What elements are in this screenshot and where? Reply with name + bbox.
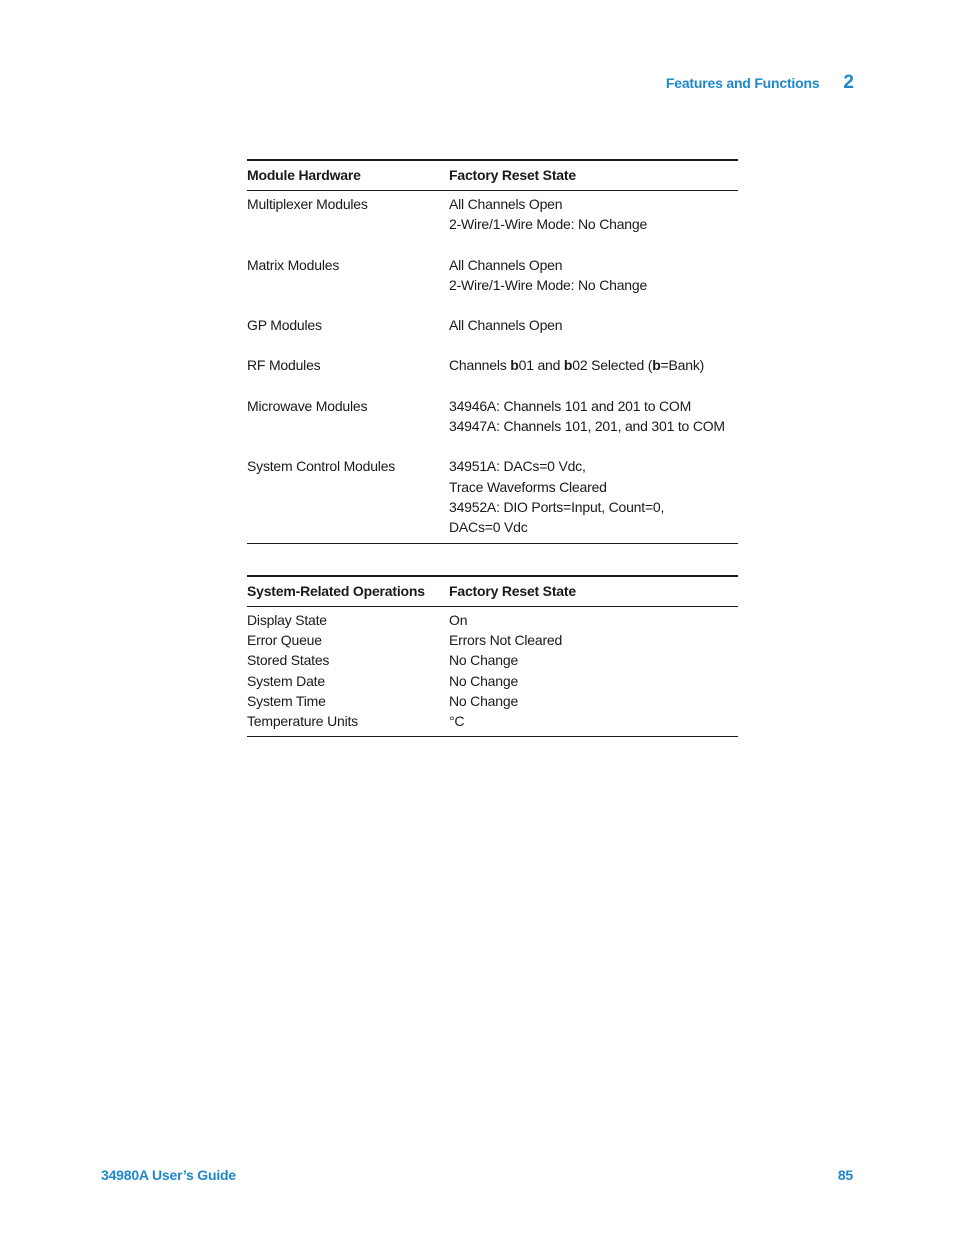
reset-state [449,255,738,316]
reset-state-line: Trace Waveforms Cleared [449,478,607,495]
reset-state-line: 34951A: DACs=0 Vdc, [449,458,586,475]
text-run: 01 and [518,357,564,374]
table-header-row [247,576,738,607]
column-header-factory-reset-state: Factory Reset State [449,160,738,191]
table-row [247,671,738,691]
table-row [247,650,738,670]
reset-state-line: 34947A: Channels 101, 201, and 301 to COM [449,418,725,435]
table-row [247,456,738,543]
text-run: Channels [449,357,511,374]
reset-state-line: 2-Wire/1-Wire Mode: No Change [449,276,648,293]
table-row [247,711,738,737]
reset-state: Errors Not Cleared [449,632,563,649]
reset-state-line: All Channels Open [449,317,563,334]
operation-name: Stored States [247,652,330,669]
module-name: Matrix Modules [247,256,340,273]
module-hardware-table [247,159,738,544]
operation-name: Display State [247,612,327,628]
reset-state [449,355,738,395]
module-name: System Control Modules [247,456,449,543]
running-header [666,72,854,94]
chapter-number: 2 [843,72,854,93]
reset-state: No Change [449,672,519,689]
reset-state-line [449,355,738,375]
section-title: Features and Functions [665,75,820,91]
table-row [247,691,738,711]
column-header-factory-reset-state: Factory Reset State [449,576,738,607]
reset-state [449,315,738,355]
module-name: Microwave Modules [247,397,368,414]
bank-variable: b [510,357,519,374]
table-row [247,630,738,650]
table-row [247,396,738,457]
table-row [247,315,738,355]
column-header-module-hardware: Module Hardware [247,160,449,191]
reset-state-line: 34946A: Channels 101 and 201 to COM [449,397,692,414]
reset-state [449,191,738,255]
reset-state [449,456,738,543]
reset-state [449,396,738,457]
text-run: 02 Selected ( [572,357,653,374]
reset-state-line: All Channels Open [449,256,563,273]
operation-name: System Date [247,672,325,689]
column-header-system-operations: System-Related Operations [247,576,449,607]
reset-state: °C [449,711,738,737]
reset-state-line: DACs=0 Vdc [449,519,528,536]
page-footer [101,1167,853,1183]
table-row [247,355,738,395]
table-row [247,607,738,631]
table-header-row [247,160,738,191]
system-operations-table [247,575,738,737]
module-name: GP Modules [247,317,322,334]
operation-name: Temperature Units [247,711,449,737]
reset-state-line: 34952A: DIO Ports=Input, Count=0, [449,498,665,515]
reset-state-line: 2-Wire/1-Wire Mode: No Change [449,216,648,233]
reset-state-line: All Channels Open [449,196,563,212]
operation-name: System Time [247,692,326,709]
page-number: 85 [837,1167,853,1183]
reset-state: No Change [449,692,519,709]
module-name: RF Modules [247,357,321,374]
bank-variable: b [652,357,661,374]
table-row [247,255,738,316]
text-run: =Bank) [660,357,705,374]
guide-title: 34980A User’s Guide [101,1167,236,1183]
reset-state: On [449,612,468,628]
reset-state: No Change [449,652,519,669]
table-row [247,191,738,255]
operation-name: Error Queue [247,632,322,649]
bank-variable: b [563,357,573,374]
module-name: Multiplexer Modules [247,196,368,212]
